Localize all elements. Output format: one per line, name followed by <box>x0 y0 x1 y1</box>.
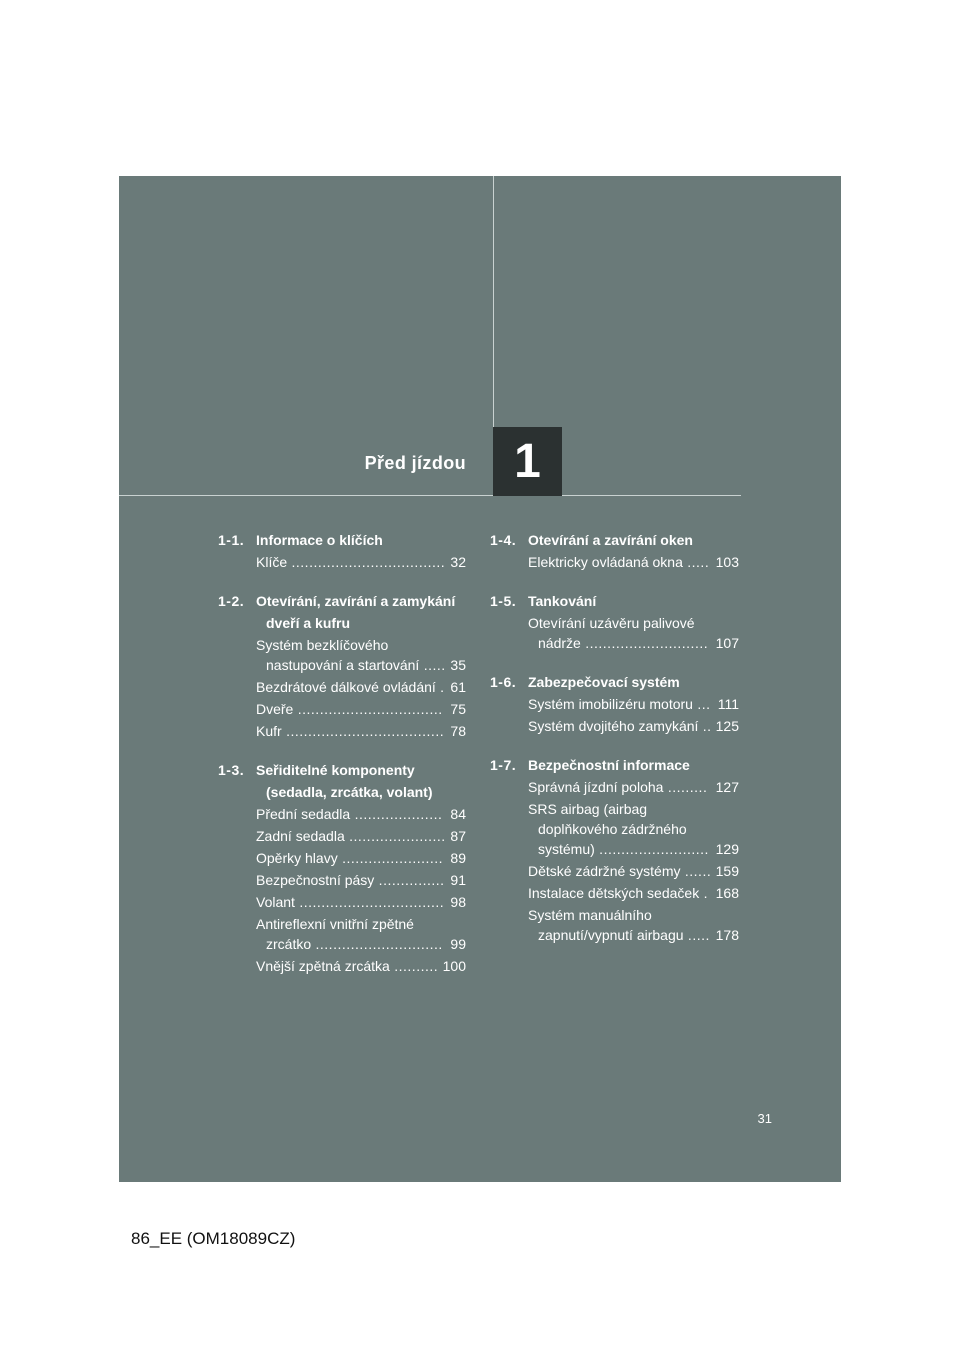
toc-entry-page: 98 <box>450 894 466 910</box>
toc-entry-page: 127 <box>715 779 739 795</box>
toc-entry-label: Dveře <box>256 701 294 717</box>
toc-entry-page: 178 <box>715 927 739 943</box>
toc-entry[interactable] <box>528 777 739 797</box>
dot-leader: ............................. <box>311 936 443 952</box>
dot-leader: .. <box>698 718 712 734</box>
toc-entry-page: 35 <box>450 657 466 673</box>
toc-entry[interactable] <box>256 870 466 890</box>
toc-entry[interactable] <box>528 552 739 572</box>
toc-entry[interactable] <box>256 677 466 697</box>
document-code: 86_EE (OM18089CZ) <box>131 1229 296 1248</box>
toc-section-heading[interactable] <box>218 529 466 551</box>
toc-section-heading[interactable] <box>490 754 739 776</box>
dot-leader: ................................. <box>293 701 443 717</box>
toc-entry-page: 111 <box>717 696 739 712</box>
section-title: Otevírání a zavírání oken <box>528 532 693 548</box>
toc-entry-label: Volant <box>256 894 295 910</box>
toc-entry[interactable] <box>528 799 739 859</box>
section-title: Otevírání, zavírání a zamykání dveří a kufru <box>256 593 456 631</box>
toc-entry[interactable] <box>528 883 739 903</box>
dot-leader: ................................. <box>294 894 445 910</box>
toc-entry-label: Dětské zádržné systémy <box>528 863 681 879</box>
toc-entry-list <box>528 613 739 653</box>
toc-entry-page: 168 <box>715 885 739 901</box>
toc-entry[interactable] <box>528 861 739 881</box>
toc-left-column <box>218 529 466 978</box>
toc-entry-page: 103 <box>715 554 739 570</box>
chapter-number-badge: 1 <box>493 427 562 496</box>
dot-leader: ...... <box>680 863 712 879</box>
section-number: 1-2. <box>218 593 245 609</box>
toc-entry[interactable] <box>528 613 739 653</box>
toc-entry-label: SRS airbag (airbag doplňkového zádržného systému) <box>528 801 687 857</box>
toc-entry[interactable] <box>528 716 739 736</box>
dot-leader: . <box>699 885 708 901</box>
section-number: 1-1. <box>218 532 245 548</box>
toc-entry-label: Elektricky ovládaná okna <box>528 554 683 570</box>
dot-leader: ......................... <box>594 841 709 857</box>
toc-entry-label: Klíče <box>256 554 288 570</box>
dot-leader: .................... <box>350 806 443 822</box>
section-title: Zabezpečovací systém <box>528 674 680 690</box>
dot-leader: ......... <box>663 779 708 795</box>
toc-entry[interactable] <box>256 552 466 572</box>
toc-entry-page: 61 <box>450 679 466 695</box>
toc-entry[interactable] <box>256 892 466 912</box>
dot-leader: ..... <box>683 927 710 943</box>
section-number: 1-3. <box>218 762 245 778</box>
toc-entry-list <box>528 552 739 572</box>
toc-entry-label: Otevírání uzávěru palivové nádrže <box>528 615 695 651</box>
dot-leader: .......... <box>389 958 439 974</box>
toc-entry-label: Opěrky hlavy <box>256 850 338 866</box>
toc-entry-page: 78 <box>450 723 466 739</box>
dot-leader: ............... <box>374 872 445 888</box>
dot-leader: ................................... <box>287 554 446 570</box>
toc-entry[interactable] <box>256 914 466 954</box>
toc-section-heading[interactable] <box>218 590 466 634</box>
toc-entry-page: 129 <box>715 841 739 857</box>
toc-entry-page: 75 <box>450 701 466 717</box>
toc-entry-label: Systém imobilizéru motoru <box>528 696 693 712</box>
toc-entry[interactable] <box>256 699 466 719</box>
dot-leader: ....................... <box>337 850 444 866</box>
toc-entry[interactable] <box>256 848 466 868</box>
toc-entry-page: 87 <box>450 828 466 844</box>
toc-entry-page: 89 <box>450 850 466 866</box>
toc-entry-page: 107 <box>715 635 739 651</box>
toc-entry-label: Přední sedadla <box>256 806 351 822</box>
toc-entry-label: Systém manuálního zapnutí/vypnutí airbagu <box>528 907 684 943</box>
toc-entry-list <box>528 777 739 945</box>
toc-entry-label: Správná jízdní poloha <box>528 779 664 795</box>
section-number: 1-7. <box>490 757 517 773</box>
section-title: Bezpečnostní informace <box>528 757 690 773</box>
section-title: Seřiditelné komponenty (sedadla, zrcátka, volant) <box>256 762 433 800</box>
section-title: Tankování <box>528 593 597 609</box>
toc-section-heading[interactable] <box>490 671 739 693</box>
toc-entry[interactable] <box>256 635 466 675</box>
toc-entry-list <box>256 804 466 976</box>
divider-horizontal <box>119 495 741 496</box>
toc-entry-label: Bezdrátové dálkové ovládání <box>256 679 436 695</box>
dot-leader: ............................ <box>580 635 709 651</box>
dot-leader: .................................... <box>281 723 445 739</box>
dot-leader: ...................... <box>344 828 446 844</box>
section-number: 1-6. <box>490 674 517 690</box>
page-number: 31 <box>757 1111 772 1126</box>
toc-section-heading[interactable] <box>490 529 739 551</box>
section-number: 1-4. <box>490 532 517 548</box>
toc-entry-label: Systém dvojitého zamykání <box>528 718 699 734</box>
toc-entry-page: 125 <box>715 718 739 734</box>
divider-vertical <box>493 176 494 428</box>
toc-entry-label: Vnější zpětná zrcátka <box>256 958 390 974</box>
toc-entry[interactable] <box>256 804 466 824</box>
toc-entry-list <box>256 552 466 572</box>
toc-entry-label: Systém bezklíčového nastupování a startování <box>256 637 420 673</box>
dot-leader: ..... <box>682 554 710 570</box>
toc-entry-page: 84 <box>450 806 466 822</box>
toc-entry-page: 159 <box>715 863 739 879</box>
toc-entry-label: Kufr <box>256 723 282 739</box>
toc-section-heading[interactable] <box>218 759 466 803</box>
toc-entry-label: Bezpečnostní pásy <box>256 872 375 888</box>
toc-entry-list <box>528 694 739 736</box>
toc-entry-page: 91 <box>450 872 466 888</box>
toc-entry[interactable] <box>256 826 466 846</box>
toc-entry-page: 100 <box>442 958 466 974</box>
dot-leader: . <box>435 679 445 695</box>
dot-leader: ..... <box>419 657 446 673</box>
toc-entry[interactable] <box>256 721 466 741</box>
toc-entry[interactable] <box>528 905 739 945</box>
dot-leader: ... <box>692 696 711 712</box>
toc-section-heading[interactable] <box>490 590 739 612</box>
toc-entry-label: Antireflexní vnitřní zpětné zrcátko <box>256 916 414 952</box>
toc-right-column <box>490 529 739 947</box>
toc-entry-page: 99 <box>450 936 466 952</box>
section-number: 1-5. <box>490 593 517 609</box>
toc-entry-list <box>256 635 466 741</box>
chapter-title: Před jízdou <box>364 453 466 473</box>
toc-entry[interactable] <box>256 956 466 976</box>
toc-entry-label: Instalace dětských sedaček <box>528 885 700 901</box>
section-title: Informace o klíčích <box>256 532 383 548</box>
toc-entry[interactable] <box>528 694 739 714</box>
toc-entry-label: Zadní sedadla <box>256 828 345 844</box>
toc-entry-page: 32 <box>450 554 466 570</box>
